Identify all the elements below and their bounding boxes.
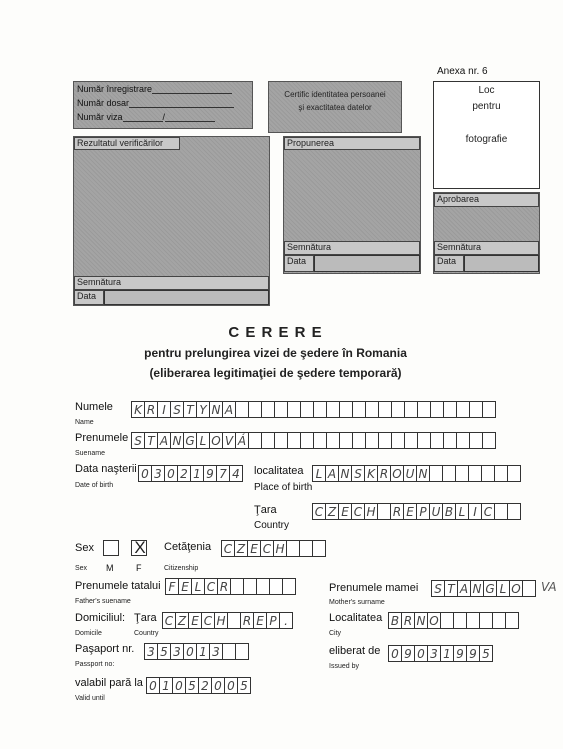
char-cell[interactable]: C: [221, 540, 235, 557]
char-cell[interactable]: 3: [151, 465, 165, 482]
char-cell[interactable]: T: [444, 580, 458, 597]
char-cell[interactable]: .: [279, 612, 293, 629]
photo-placeholder: Loc pentru fotografie: [433, 81, 540, 189]
char-cell[interactable]: Z: [325, 503, 339, 520]
char-cell[interactable]: [274, 432, 288, 449]
char-cell[interactable]: S: [431, 580, 445, 597]
sex-label: Sex: [75, 542, 94, 554]
issued-by-label-en: Issued by: [329, 663, 359, 670]
char-cell[interactable]: [313, 401, 327, 418]
char-cell[interactable]: 0: [224, 677, 238, 694]
registration-number-field[interactable]: Număr înregistrare: [77, 84, 232, 94]
char-cell[interactable]: [391, 401, 405, 418]
birth-date-label: Data naşterii: [75, 463, 137, 475]
char-cell[interactable]: E: [253, 612, 267, 629]
char-cell[interactable]: [326, 401, 340, 418]
certify-line-2: şi exactitatea datelor: [298, 103, 372, 112]
char-cell[interactable]: [300, 432, 314, 449]
char-cell[interactable]: [339, 401, 353, 418]
mother-name-label: Prenumele mamei: [329, 582, 419, 594]
char-cell[interactable]: 0: [414, 645, 428, 662]
char-cell[interactable]: [404, 432, 418, 449]
char-cell[interactable]: N: [470, 580, 484, 597]
proposal-label: Propunerea: [284, 137, 420, 150]
char-cell[interactable]: [442, 465, 456, 482]
char-cell[interactable]: C: [312, 503, 326, 520]
birth-date-input[interactable]: [138, 465, 242, 482]
char-cell[interactable]: C: [260, 540, 274, 557]
char-cell[interactable]: O: [209, 432, 223, 449]
char-cell[interactable]: [469, 432, 483, 449]
domicile-country-label-en: Country: [134, 630, 159, 637]
sex-male-checkbox[interactable]: [103, 540, 119, 556]
char-cell[interactable]: [492, 612, 506, 629]
char-cell[interactable]: [377, 503, 391, 520]
char-cell[interactable]: 0: [211, 677, 225, 694]
char-cell[interactable]: [378, 401, 392, 418]
annex-number: Anexa nr. 6: [437, 66, 488, 77]
char-cell[interactable]: N: [170, 432, 184, 449]
father-name-label: Prenumele tatalui: [75, 580, 161, 592]
char-cell[interactable]: [455, 465, 469, 482]
certify-line-1: Certific identitatea persoanei: [284, 90, 386, 99]
char-cell[interactable]: [417, 401, 431, 418]
issued-by-input[interactable]: [388, 645, 492, 662]
char-cell[interactable]: O: [509, 580, 523, 597]
char-cell[interactable]: A: [325, 465, 339, 482]
char-cell[interactable]: [248, 432, 262, 449]
citizenship-label-en: Citizenship: [164, 565, 199, 572]
char-cell[interactable]: N: [414, 612, 428, 629]
name-label-en: Name: [75, 419, 94, 426]
approval-date-label: Data: [434, 255, 464, 272]
mother-name-label-en: Mother's surname: [329, 599, 385, 606]
char-cell[interactable]: 5: [157, 643, 171, 660]
father-name-label-en: Father's suename: [75, 598, 131, 605]
char-cell[interactable]: 0: [138, 465, 152, 482]
domicile-country-input[interactable]: [162, 612, 292, 629]
char-cell[interactable]: L: [312, 465, 326, 482]
country-label-en: Country: [254, 520, 290, 531]
char-cell[interactable]: N: [338, 465, 352, 482]
char-cell[interactable]: N: [416, 465, 430, 482]
char-cell[interactable]: [456, 432, 470, 449]
char-cell[interactable]: 0: [388, 645, 402, 662]
char-cell[interactable]: 9: [466, 645, 480, 662]
domicile-city-label: Localitatea: [329, 612, 383, 624]
char-cell[interactable]: [430, 432, 444, 449]
char-cell[interactable]: [430, 401, 444, 418]
char-cell[interactable]: [482, 432, 496, 449]
char-cell[interactable]: Z: [175, 612, 189, 629]
birth-place-label: localitatea: [254, 465, 304, 477]
verification-result-box: [73, 136, 270, 306]
char-cell[interactable]: 3: [170, 643, 184, 660]
char-cell[interactable]: R: [390, 503, 404, 520]
char-cell[interactable]: 0: [172, 677, 186, 694]
passport-label-en: Passport no:: [75, 661, 115, 668]
approval-box: [433, 192, 540, 274]
char-cell[interactable]: [466, 612, 480, 629]
char-cell[interactable]: [299, 540, 313, 557]
char-cell[interactable]: [227, 612, 241, 629]
surname-label: Prenumele: [75, 432, 129, 444]
char-cell[interactable]: [235, 401, 249, 418]
valid-until-label: valabil pară la: [75, 677, 143, 689]
char-cell[interactable]: B: [442, 503, 456, 520]
char-cell[interactable]: [507, 465, 521, 482]
char-cell[interactable]: H: [364, 503, 378, 520]
char-cell[interactable]: 3: [144, 643, 158, 660]
char-cell[interactable]: L: [191, 578, 205, 595]
domicile-city-label-en: City: [329, 630, 342, 637]
char-cell[interactable]: 0: [146, 677, 160, 694]
char-cell[interactable]: C: [201, 612, 215, 629]
proposal-signature-field[interactable]: Semnătura: [284, 241, 420, 255]
char-cell[interactable]: C: [351, 503, 365, 520]
char-cell[interactable]: [417, 432, 431, 449]
char-cell[interactable]: [443, 432, 457, 449]
char-cell[interactable]: [481, 465, 495, 482]
char-cell[interactable]: R: [401, 612, 415, 629]
char-cell[interactable]: L: [496, 580, 510, 597]
char-cell[interactable]: [482, 401, 496, 418]
char-cell[interactable]: 3: [209, 643, 223, 660]
char-cell[interactable]: [287, 401, 301, 418]
char-cell[interactable]: 4: [229, 465, 243, 482]
char-cell[interactable]: 1: [159, 677, 173, 694]
domicile-city-input[interactable]: [388, 612, 518, 629]
surname-label-en: Suename: [75, 450, 105, 457]
char-cell[interactable]: L: [455, 503, 469, 520]
char-cell[interactable]: [352, 432, 366, 449]
char-cell[interactable]: [453, 612, 467, 629]
char-cell[interactable]: A: [222, 401, 236, 418]
char-cell[interactable]: S: [131, 432, 145, 449]
form-subtitle-2: (eliberarea legitimaţiei de şedere temporară): [149, 366, 402, 380]
char-cell[interactable]: [429, 465, 443, 482]
char-cell[interactable]: [326, 432, 340, 449]
char-cell[interactable]: I: [157, 401, 171, 418]
name-input[interactable]: [131, 401, 495, 418]
char-cell[interactable]: R: [217, 578, 231, 595]
char-cell[interactable]: [235, 643, 249, 660]
certify-box: [268, 81, 402, 133]
char-cell[interactable]: S: [170, 401, 184, 418]
char-cell[interactable]: [282, 578, 296, 595]
approval-label: Aprobarea: [434, 193, 539, 207]
name-label: Numele: [75, 401, 113, 413]
form-subtitle-1: pentru prelungirea vizei de şedere în Romania: [144, 346, 407, 360]
char-cell[interactable]: [300, 401, 314, 418]
sex-female-checkbox[interactable]: X: [131, 540, 147, 556]
char-cell[interactable]: Á: [235, 432, 249, 449]
char-cell[interactable]: E: [188, 612, 202, 629]
verification-signature-field[interactable]: Semnătura: [74, 276, 269, 290]
char-cell[interactable]: A: [157, 432, 171, 449]
char-cell[interactable]: I: [468, 503, 482, 520]
char-cell[interactable]: [313, 432, 327, 449]
birth-place-input[interactable]: [312, 465, 520, 482]
char-cell[interactable]: 0: [183, 643, 197, 660]
char-cell[interactable]: G: [183, 432, 197, 449]
char-cell[interactable]: F: [165, 578, 179, 595]
char-cell[interactable]: 2: [177, 465, 191, 482]
char-cell[interactable]: [269, 578, 283, 595]
char-cell[interactable]: T: [144, 432, 158, 449]
char-cell[interactable]: G: [483, 580, 497, 597]
char-cell[interactable]: [456, 401, 470, 418]
proposal-date-field[interactable]: [314, 255, 420, 272]
approval-signature-field[interactable]: Semnătura: [434, 241, 539, 255]
dossier-number-field[interactable]: Număr dosar: [77, 98, 234, 108]
proposal-date-label: Data: [284, 255, 314, 272]
char-cell[interactable]: Z: [234, 540, 248, 557]
domicile-country-label: Ţara: [134, 612, 157, 624]
char-cell[interactable]: [256, 578, 270, 595]
char-cell[interactable]: [391, 432, 405, 449]
char-cell[interactable]: R: [144, 401, 158, 418]
passport-number-input[interactable]: [144, 643, 248, 660]
char-cell[interactable]: [312, 540, 326, 557]
birth-date-label-en: Date of birth: [75, 482, 114, 489]
visa-number-field[interactable]: Număr viza /: [77, 112, 215, 122]
passport-label: Paşaport nr.: [75, 643, 135, 655]
proposal-box: [283, 136, 421, 274]
char-cell[interactable]: [522, 580, 536, 597]
char-cell[interactable]: [469, 401, 483, 418]
char-cell[interactable]: O: [427, 612, 441, 629]
char-cell[interactable]: [339, 432, 353, 449]
char-cell[interactable]: C: [481, 503, 495, 520]
birth-place-label-en: Place of birth: [254, 482, 313, 493]
char-cell[interactable]: U: [429, 503, 443, 520]
approval-date-field[interactable]: [464, 255, 539, 272]
char-cell[interactable]: E: [178, 578, 192, 595]
char-cell[interactable]: B: [388, 612, 402, 629]
char-cell[interactable]: [261, 432, 275, 449]
char-cell[interactable]: [404, 401, 418, 418]
char-cell[interactable]: C: [162, 612, 176, 629]
char-cell[interactable]: K: [364, 465, 378, 482]
char-cell[interactable]: O: [390, 465, 404, 482]
char-cell[interactable]: K: [131, 401, 145, 418]
citizenship-label: Cetăţenia: [164, 541, 212, 553]
char-cell[interactable]: U: [403, 465, 417, 482]
sex-male-label: M: [106, 563, 114, 573]
valid-until-input[interactable]: [146, 677, 250, 694]
char-cell[interactable]: 2: [198, 677, 212, 694]
char-cell[interactable]: 0: [164, 465, 178, 482]
char-cell[interactable]: V: [222, 432, 236, 449]
char-cell[interactable]: [440, 612, 454, 629]
mother-name-overflow: VA: [541, 580, 557, 594]
char-cell[interactable]: T: [183, 401, 197, 418]
char-cell[interactable]: [378, 432, 392, 449]
char-cell[interactable]: [286, 540, 300, 557]
char-cell[interactable]: E: [338, 503, 352, 520]
char-cell[interactable]: R: [377, 465, 391, 482]
char-cell[interactable]: S: [351, 465, 365, 482]
domicile-label: Domiciliul:: [75, 612, 126, 624]
char-cell[interactable]: A: [457, 580, 471, 597]
sex-label-en: Sex: [75, 565, 88, 572]
mother-name-input[interactable]: [431, 580, 535, 597]
char-cell[interactable]: [243, 578, 257, 595]
char-cell[interactable]: [352, 401, 366, 418]
char-cell[interactable]: [261, 401, 275, 418]
char-cell[interactable]: [494, 465, 508, 482]
char-cell[interactable]: 7: [216, 465, 230, 482]
char-cell[interactable]: 1: [196, 643, 210, 660]
char-cell[interactable]: P: [416, 503, 430, 520]
char-cell[interactable]: 3: [427, 645, 441, 662]
char-cell[interactable]: 9: [401, 645, 415, 662]
char-cell[interactable]: Y: [196, 401, 210, 418]
valid-until-label-en: Valid until: [75, 695, 105, 702]
char-cell[interactable]: [287, 432, 301, 449]
char-cell[interactable]: 1: [440, 645, 454, 662]
verification-date-field[interactable]: [104, 290, 269, 305]
char-cell[interactable]: [468, 465, 482, 482]
domicile-label-en: Domicile: [75, 630, 102, 637]
char-cell[interactable]: [365, 401, 379, 418]
surname-input[interactable]: [131, 432, 495, 449]
char-cell[interactable]: 5: [237, 677, 251, 694]
country-label: Ţara: [254, 504, 277, 516]
registration-box: [73, 81, 253, 129]
char-cell[interactable]: 9: [453, 645, 467, 662]
char-cell[interactable]: 1: [190, 465, 204, 482]
char-cell[interactable]: N: [209, 401, 223, 418]
char-cell[interactable]: P: [266, 612, 280, 629]
father-name-input[interactable]: [165, 578, 295, 595]
char-cell[interactable]: E: [247, 540, 261, 557]
char-cell[interactable]: [274, 401, 288, 418]
char-cell[interactable]: H: [214, 612, 228, 629]
char-cell[interactable]: [505, 612, 519, 629]
char-cell[interactable]: H: [273, 540, 287, 557]
char-cell[interactable]: C: [204, 578, 218, 595]
char-cell[interactable]: [222, 643, 236, 660]
char-cell[interactable]: [443, 401, 457, 418]
char-cell[interactable]: 5: [479, 645, 493, 662]
char-cell[interactable]: R: [240, 612, 254, 629]
char-cell[interactable]: [494, 503, 508, 520]
citizenship-input[interactable]: [221, 540, 325, 557]
verification-result-label: Rezultatul verificărilor: [74, 137, 180, 150]
char-cell[interactable]: [507, 503, 521, 520]
issued-by-label: eliberat de: [329, 645, 381, 657]
char-cell[interactable]: 5: [185, 677, 199, 694]
form-title: C E R E R E: [228, 324, 323, 341]
verification-date-label: Data: [74, 290, 104, 305]
char-cell[interactable]: L: [196, 432, 210, 449]
char-cell[interactable]: [230, 578, 244, 595]
sex-female-label: F: [136, 563, 142, 573]
char-cell[interactable]: [248, 401, 262, 418]
char-cell[interactable]: E: [403, 503, 417, 520]
char-cell[interactable]: 9: [203, 465, 217, 482]
char-cell[interactable]: [365, 432, 379, 449]
char-cell[interactable]: [479, 612, 493, 629]
country-input[interactable]: [312, 503, 520, 520]
